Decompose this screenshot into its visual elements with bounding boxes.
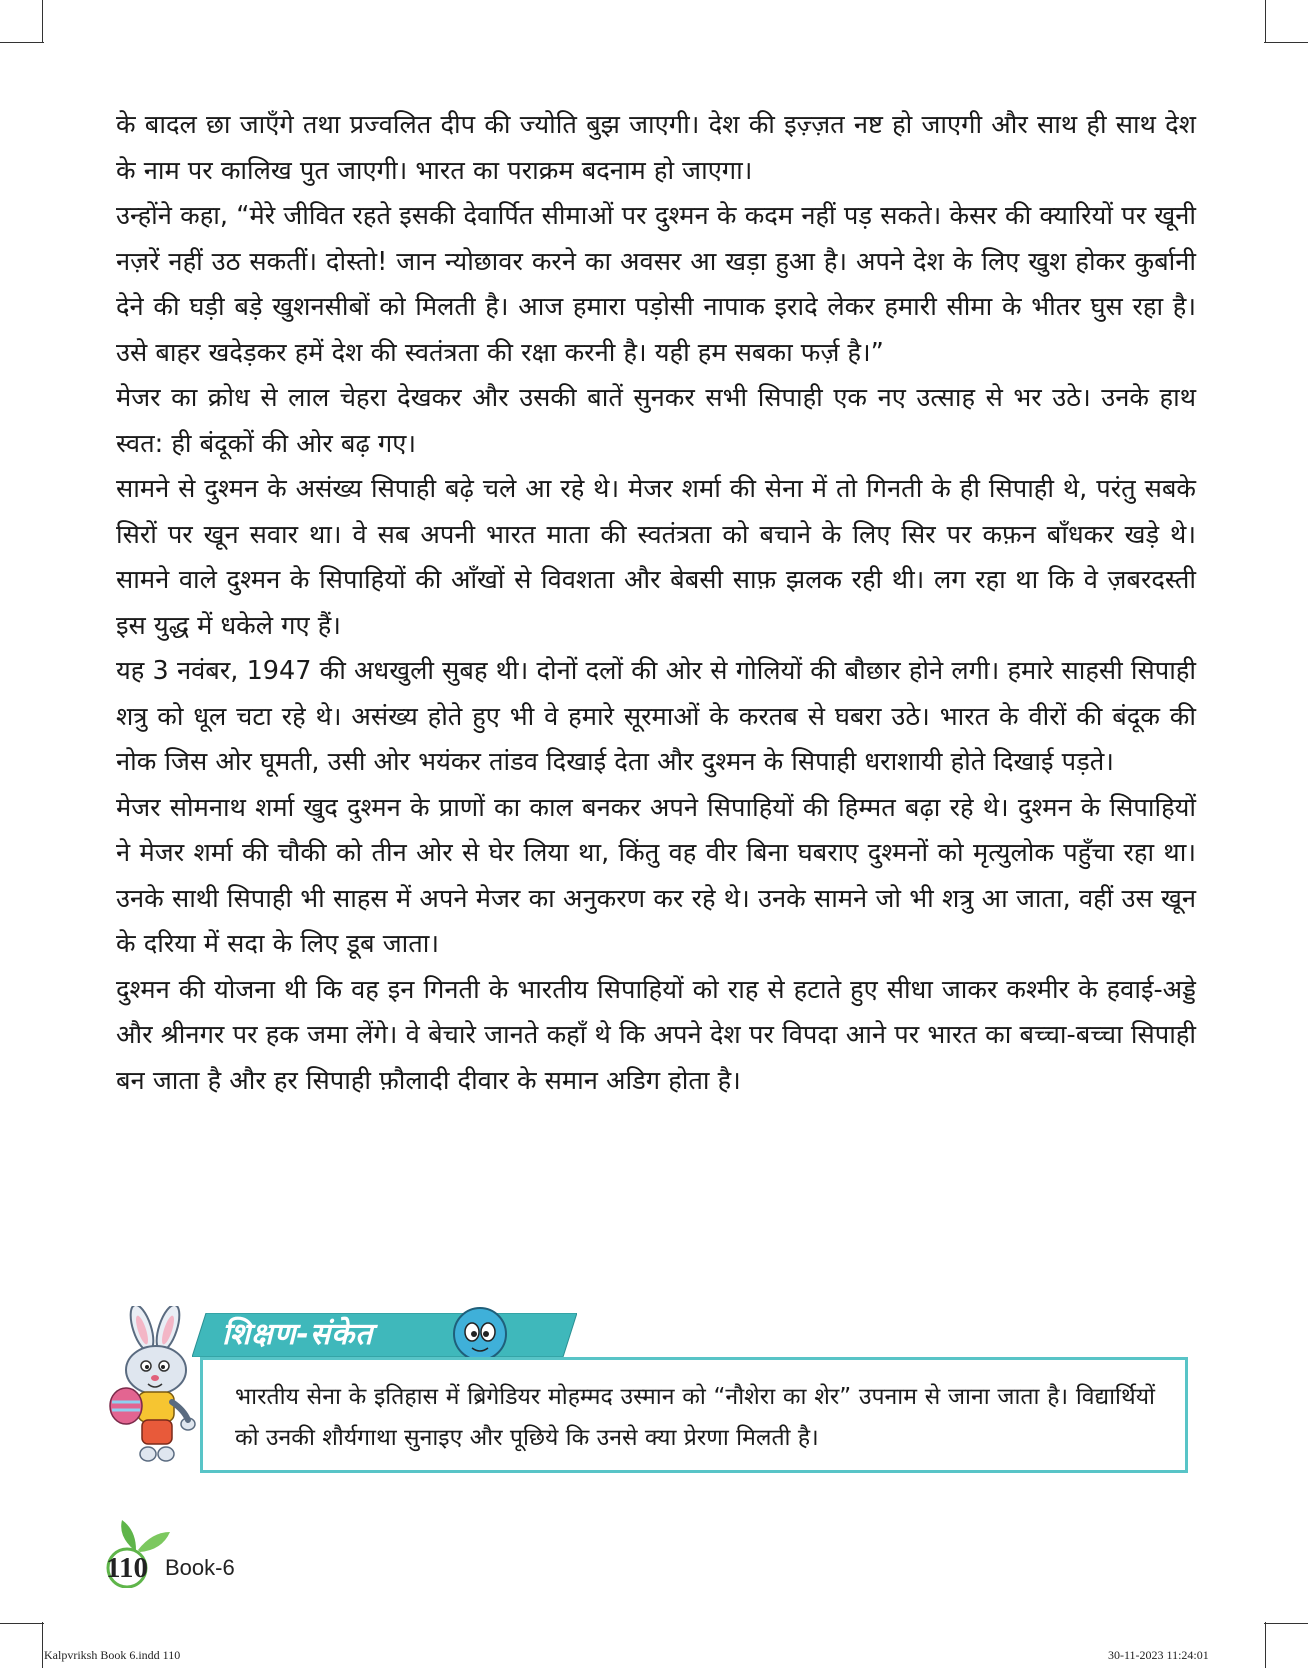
paragraph: मेजर का क्रोध से लाल चेहरा देखकर और उसकी बातें सुनकर सभी सिपाही एक नए उत्साह से भर उठे। उनके हाथ स्वत: ही बंदूकों की ओर बढ़ गए। xyxy=(116,383,1196,459)
crop-mark xyxy=(1265,1622,1266,1668)
teaching-signal-box xyxy=(200,1357,1188,1473)
paragraph: मेजर सोमनाथ शर्मा खुद दुश्मन के प्राणों का काल बनकर अपने सिपाहियों की हिम्मत बढ़ा रहे थे। दुश्मन के सिपाहियों ने मेजर शर्मा की चौकी को तीन ओर से घेर लिया था, किंतु वह वीर बिना घबराए दुश्मनों को मृत्युलोक पहुँचा रहा था। उनके साथी सिपाही भी साहस में अपने मेजर का अनुकरण कर रहे थे। उनके सामने जो भी शत्रु आ जाता, वहीं उस खून के दरिया में सदा के लिए डूब जाता। xyxy=(116,792,1196,959)
teaching-signal-section xyxy=(104,1300,1204,1485)
paragraph: उन्होंने कहा, “मेरे जीवित रहते इसकी देवार्पित सीमाओं पर दुश्मन के कदम नहीं पड़ सकते। केसर की क्यारियों पर खूनी नज़रें नहीं उठ सकतीं। दोस्तो! जान न्योछावर करने का अवसर आ खड़ा हुआ है। अपने देश के लिए खुश होकर कुर्बानी देने की घड़ी बड़े खुशनसीबों को मिलती है। आज हमारा पड़ोसी नापाक इरादे लेकर हमारी सीमा के भीतर घुस रहा है। उसे बाहर खदेड़कर हमें देश की स्वतंत्रता की रक्षा करनी है। यही हम सबका फर्ज़ है।” xyxy=(116,201,1196,368)
teaching-signal-text: भारतीय सेना के इतिहास में ब्रिगेडियर मोहम्मद उस्मान को “नौशेरा का शेर” उपनाम से जाना जाता है। विद्यार्थियों को उनकी शौर्यगाथा सुनाइए और पूछिये कि उनसे क्या प्रेरणा मिलती है। xyxy=(235,1384,1155,1451)
paragraph: सामने से दुश्मन के असंख्य सिपाही बढ़े चले आ रहे थे। मेजर शर्मा की सेना में तो गिनती के ही सिपाही थे, परंतु सबके सिरों पर खून सवार था। वे सब अपनी भारत माता की स्वतंत्रता को बचाने के लिए सिर पर कफ़न बाँधकर खड़े थे। सामने वाले दुश्मन के सिपाहियों की आँखों से विवशता और बेबसी साफ़ झलक रही थी। लग रहा था कि वे ज़बरदस्ती इस युद्ध में धकेले गए हैं। xyxy=(116,474,1196,641)
crop-mark xyxy=(42,1622,43,1668)
crop-mark xyxy=(1265,0,1266,42)
paragraph: के बादल छा जाएँगे तथा प्रज्वलित दीप की ज्योति बुझ जाएगी। देश की इज़्ज़त नष्ट हो जाएगी और साथ ही साथ देश के नाम पर कालिख पुत जाएगी। भारत का पराक्रम बदनाम हो जाएगा। xyxy=(116,110,1196,186)
story-body xyxy=(116,103,1196,1104)
crop-mark xyxy=(0,42,44,43)
print-slug-date: 30-11-2023 11:24:01 xyxy=(1108,1648,1209,1662)
paragraph: दुश्मन की योजना थी कि वह इन गिनती के भारतीय सिपाहियों को राह से हटाते हुए सीधा जाकर कश्मीर के हवाई-अड्डे और श्रीनगर पर हक जमा लेंगे। वे बेचारे जानते कहाँ थे कि अपने देश पर विपदा आने पर भारत का बच्चा-बच्चा सिपाही बन जाता है और हर सिपाही फ़ौलादी दीवार के समान अडिग होता है। xyxy=(116,974,1196,1096)
teaching-signal-title: शिक्षण-संकेत xyxy=(222,1317,374,1352)
paragraph: यह 3 नवंबर, 1947 की अधखुली सुबह थी। दोनों दलों की ओर से गोलियों की बौछार होने लगी। हमारे साहसी सिपाही शत्रु को धूल चटा रहे थे। असंख्य होते हुए भी वे हमारे सूरमाओं के करतब से घबरा उठे। भारत के वीरों की बंदूक की नोक जिस ओर घूमती, उसी ओर भयंकर तांडव दिखाई देता और दुश्मन के सिपाही धराशायी होते दिखाई पड़ते। xyxy=(116,656,1196,777)
crop-mark xyxy=(1264,42,1308,43)
bunny-illustration xyxy=(104,1306,204,1476)
book-label: Book-6 xyxy=(165,1555,235,1580)
page-number: 110 xyxy=(106,1552,148,1584)
print-slug-file: Kalpvriksh Book 6.indd 110 xyxy=(44,1648,181,1662)
crop-mark xyxy=(42,0,43,42)
crop-mark xyxy=(0,1623,44,1624)
crop-mark xyxy=(1264,1623,1308,1624)
